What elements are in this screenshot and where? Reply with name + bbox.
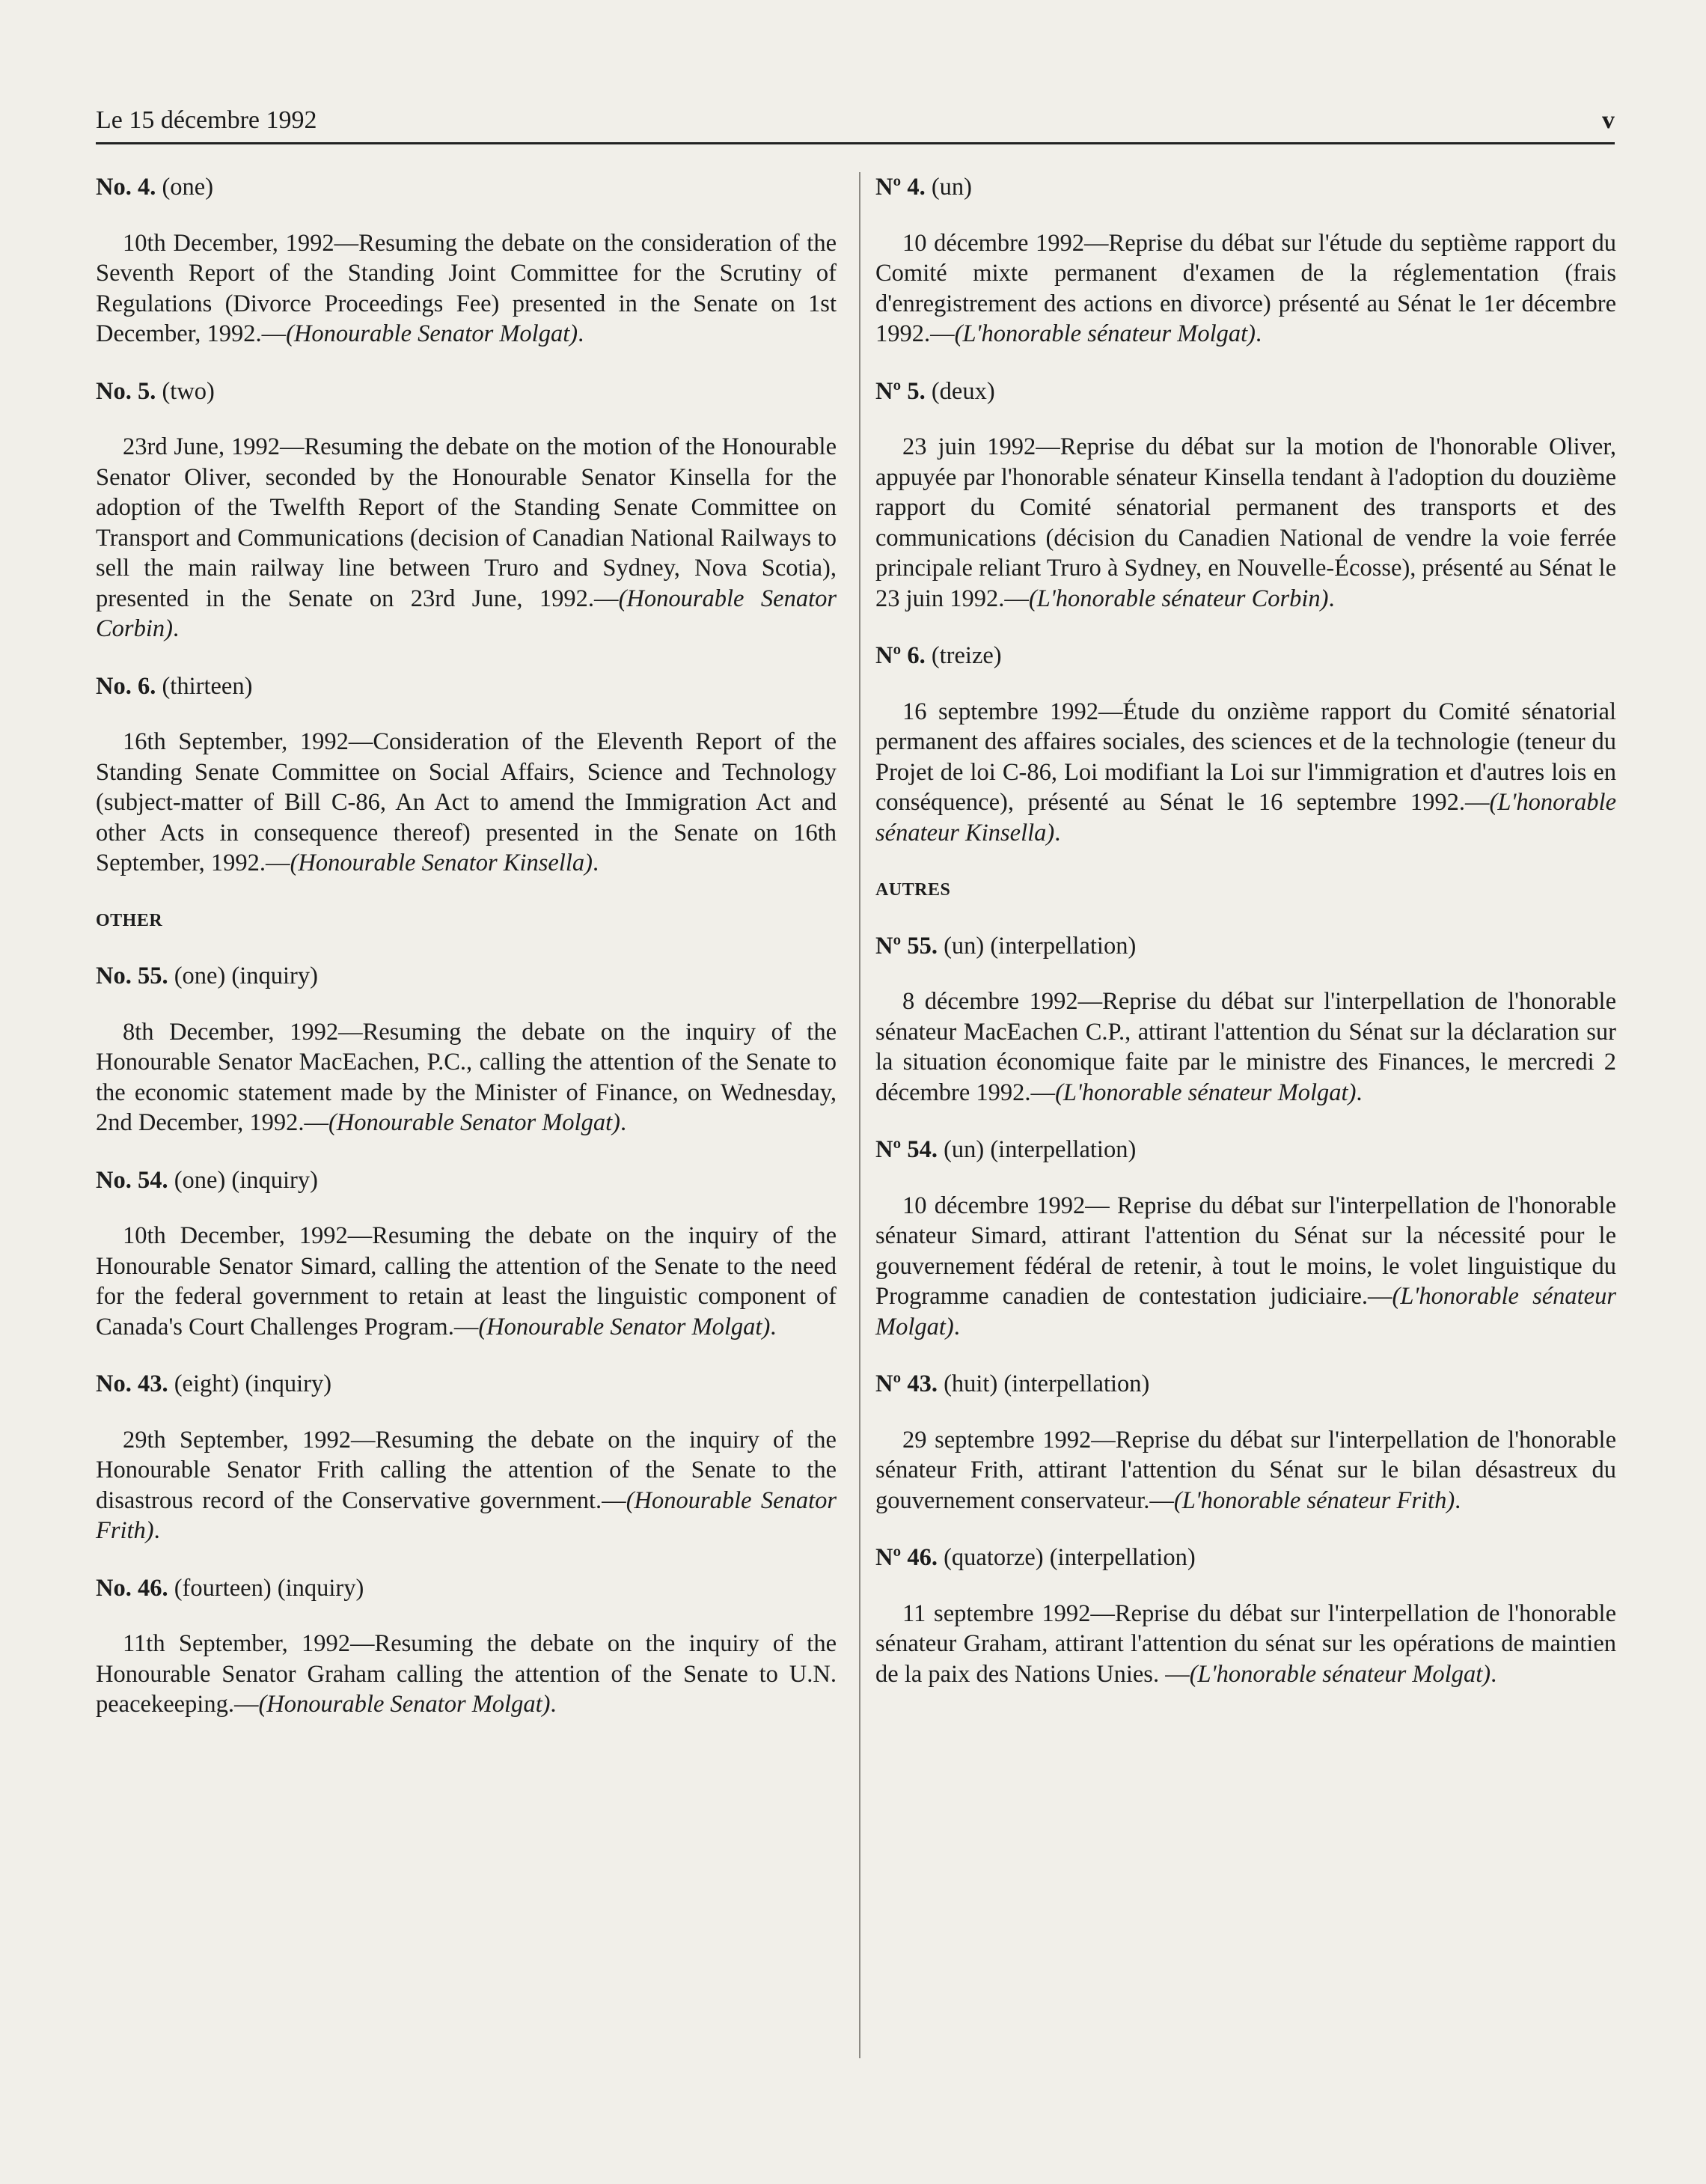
item-text [875, 228, 1616, 350]
item-text [96, 1425, 837, 1546]
item-heading [96, 1165, 837, 1196]
item-number: No. 43. [96, 1370, 168, 1397]
item-number: Nº 43. [875, 1370, 938, 1397]
item-heading [96, 172, 837, 203]
item-description: 23rd June, 1992—Resuming the debate on the motion of the Honourable Senator Oliver, seconded by the Honourable Senator Kinsella for the adoption of the Twelfth Report of the Standing Senate Committee on Transport and Communications (decision of Canadian National Railways to sell the main railway line between Truro and Sydney, Nova Scotia), presented in the Senate on 23rd June, 1992.— [96, 433, 837, 612]
item-detail: (deux) [931, 377, 995, 405]
item-text [875, 1425, 1616, 1516]
order-item [875, 1369, 1616, 1516]
order-item [875, 931, 1616, 1108]
item-text [875, 1191, 1616, 1343]
item-tail: . [620, 1109, 627, 1136]
french-column [875, 172, 1616, 1716]
item-sponsor: (Honourable Senator Molgat) [328, 1109, 620, 1136]
item-text [96, 1017, 837, 1138]
item-number: No. 5. [96, 377, 156, 405]
page-header [96, 106, 1615, 142]
item-tail: . [1356, 1079, 1363, 1106]
item-tail: . [1328, 585, 1335, 612]
order-item [96, 1165, 837, 1343]
item-tail: . [578, 320, 584, 347]
item-sponsor: (Honourable Senator Molgat) [286, 320, 578, 347]
item-tail: . [1054, 819, 1061, 847]
order-item [875, 641, 1616, 848]
header-date: Le 15 décembre 1992 [96, 106, 317, 134]
item-detail: (treize) [931, 642, 1002, 669]
item-number: Nº 46. [875, 1544, 938, 1571]
item-sponsor: (L'honorable sénateur Molgat) [954, 320, 1256, 347]
item-text [96, 1221, 837, 1342]
column-divider [859, 172, 860, 2058]
item-sponsor: (L'honorable sénateur Kinsella) [875, 789, 1616, 847]
order-item [96, 671, 837, 879]
order-item [875, 376, 1616, 614]
item-heading [96, 1573, 837, 1604]
item-detail: (un) (interpellation) [944, 1136, 1137, 1163]
item-detail: (thirteen) [162, 672, 253, 700]
item-detail: (one) [162, 174, 214, 201]
item-number: Nº 4. [875, 174, 926, 201]
item-heading [875, 1369, 1616, 1400]
order-item [96, 376, 837, 644]
item-description: 16th September, 1992—Consideration of the Eleventh Report of the Standing Senate Committee on Social Affairs, Science and Technology (subject-matter of Bill C-86, An Act to amend the Immigration Act and other Acts in consequence thereof) presented in the Senate on 16th September, 1992.— [96, 728, 837, 876]
item-heading [96, 961, 837, 992]
order-item [875, 1135, 1616, 1342]
item-description: 29th September, 1992—Resuming the debate on the inquiry of the Honourable Senator Frith calling the attention of the Senate to the disastrous record of the Conservative government.— [96, 1426, 837, 1514]
item-description: 10th December, 1992—Resuming the debate on the consideration of the Seventh Report of the Standing Joint Committee for the Scrutiny of Regulations (Divorce Proceedings Fee) presented in the Senate on 1st December, 1992.— [96, 229, 837, 347]
item-description: 11 septembre 1992—Reprise du débat sur l'interpellation de l'honorable sénateur Graham, attirant l'attention du sénat sur les opérations de maintien de la paix des Nations Unies. — [875, 1599, 1616, 1688]
page-number: v [1602, 106, 1615, 134]
item-heading [875, 172, 1616, 203]
item-heading [875, 641, 1616, 671]
item-detail: (huit) (interpellation) [944, 1370, 1150, 1397]
order-item [96, 172, 837, 350]
item-text [96, 432, 837, 644]
item-tail: . [172, 615, 180, 642]
item-description: 29 septembre 1992—Reprise du débat sur l'interpellation de l'honorable sénateur Frith, attirant l'attention du Sénat sur le bilan désastreux du gouvernement conservateur.— [875, 1426, 1616, 1514]
item-heading [96, 376, 837, 407]
item-description: 16 septembre 1992—Étude du onzième rapport du Comité sénatorial permanent des affaires sociales, des sciences et de la technologie (teneur du Projet de loi C-86, Loi modifiant la Loi sur l'immigration et d'autres lois en conséquence), présenté au Sénat le 16 septembre 1992.— [875, 698, 1616, 816]
item-number: No. 55. [96, 963, 168, 989]
item-heading [96, 1369, 837, 1400]
english-column [96, 172, 837, 1747]
item-number: Nº 54. [875, 1136, 938, 1163]
item-number: No. 54. [96, 1166, 168, 1194]
item-text [875, 697, 1616, 849]
item-description: 11th September, 1992—Resuming the debate on the inquiry of the Honourable Senator Graham calling the attention of the Senate to U.N. peacekeeping.— [96, 1630, 837, 1718]
item-sponsor: (L'honorable sénateur Corbin) [1028, 585, 1329, 612]
item-tail: . [770, 1313, 777, 1340]
item-text [96, 1629, 837, 1720]
item-tail: . [953, 1313, 960, 1340]
item-sponsor: (L'honorable sénateur Frith) [1173, 1486, 1455, 1514]
order-item [96, 1573, 837, 1720]
item-detail: (un) (interpellation) [944, 932, 1137, 960]
item-sponsor: (Honourable Senator Kinsella) [290, 849, 593, 876]
item-text [96, 228, 837, 350]
item-detail: (one) (inquiry) [174, 963, 318, 989]
item-sponsor: (L'honorable sénateur Molgat) [1055, 1079, 1357, 1106]
item-description: 10 décembre 1992—Reprise du débat sur l'étude du septième rapport du Comité mixte permanent d'examen de la réglementation (frais d'enregistrement des actions en divorce) présenté au Sénat le 1er décembre 1992.— [875, 229, 1616, 347]
section-heading: AUTRES [875, 880, 951, 900]
item-sponsor: (Honourable Senator Frith) [96, 1486, 837, 1544]
item-heading [875, 376, 1616, 407]
order-item [875, 1543, 1616, 1689]
item-tail: . [153, 1517, 160, 1544]
item-number: Nº 6. [875, 642, 926, 669]
item-detail: (un) [931, 174, 972, 201]
item-sponsor: (L'honorable sénateur Molgat) [1189, 1660, 1491, 1688]
item-heading [875, 1543, 1616, 1573]
item-heading [96, 671, 837, 702]
item-description: 8th December, 1992—Resuming the debate on the inquiry of the Honourable Senator MacEachen, P.C., calling the attention of the Senate to the economic statement made by the Minister of Finance, on Wednesday, 2nd December, 1992.— [96, 1018, 837, 1136]
item-sponsor: (L'honorable sénateur Molgat) [875, 1283, 1616, 1340]
item-detail: (two) [162, 377, 215, 405]
item-heading [875, 931, 1616, 962]
item-number: No. 6. [96, 672, 156, 700]
order-item [96, 1369, 837, 1546]
item-text [96, 727, 837, 879]
item-description: 23 juin 1992—Reprise du débat sur la motion de l'honorable Oliver, appuyée par l'honorable sénateur Kinsella tendant à l'adoption du douzième rapport du Comité sénatorial permanent des transports et des communications (décision du Canadien National de vendre la voie ferrée principale reliant Truro à Sydney, en Nouvelle-Écosse), présenté au Sénat le 23 juin 1992.— [875, 433, 1616, 612]
item-sponsor: (Honourable Senator Corbin) [96, 585, 837, 642]
item-heading [875, 1135, 1616, 1165]
order-item [96, 961, 837, 1138]
item-text [875, 986, 1616, 1108]
item-tail: . [550, 1691, 557, 1718]
item-text [875, 432, 1616, 614]
item-number: Nº 5. [875, 377, 926, 405]
item-tail: . [592, 849, 599, 876]
item-description: 8 décembre 1992—Reprise du débat sur l'interpellation de l'honorable sénateur MacEachen C.P., attirant l'attention du Sénat sur la déclaration sur la situation économique faite par le ministre des Finances, le mercredi 2 décembre 1992.— [875, 988, 1616, 1106]
header-rule [96, 142, 1615, 144]
item-text [875, 1599, 1616, 1690]
item-detail: (quatorze) (interpellation) [944, 1544, 1196, 1571]
item-number: No. 46. [96, 1574, 168, 1602]
item-detail: (eight) (inquiry) [174, 1370, 332, 1397]
item-description: 10 décembre 1992— Reprise du débat sur l'interpellation de l'honorable sénateur Simard, attirant l'attention du Sénat sur la nécessité pour le gouvernement fédéral de retenir, à tout le moins, le volet linguistique du Programme canadien de contestation judiciaire.— [875, 1192, 1616, 1310]
item-sponsor: (Honourable Senator Molgat) [258, 1691, 551, 1718]
item-number: Nº 55. [875, 932, 938, 960]
order-item [875, 172, 1616, 350]
item-sponsor: (Honourable Senator Molgat) [478, 1313, 771, 1340]
item-description: 10th December, 1992—Resuming the debate on the inquiry of the Honourable Senator Simard, calling the attention of the Senate to the need for the federal government to retain at least the linguistic component of Canada's Court Challenges Program.— [96, 1222, 837, 1340]
item-number: No. 4. [96, 174, 156, 201]
section-heading: OTHER [96, 910, 163, 930]
item-detail: (one) (inquiry) [174, 1166, 318, 1194]
item-detail: (fourteen) (inquiry) [174, 1574, 364, 1602]
item-tail: . [1255, 320, 1262, 347]
item-tail: . [1455, 1486, 1461, 1514]
item-tail: . [1491, 1660, 1497, 1688]
